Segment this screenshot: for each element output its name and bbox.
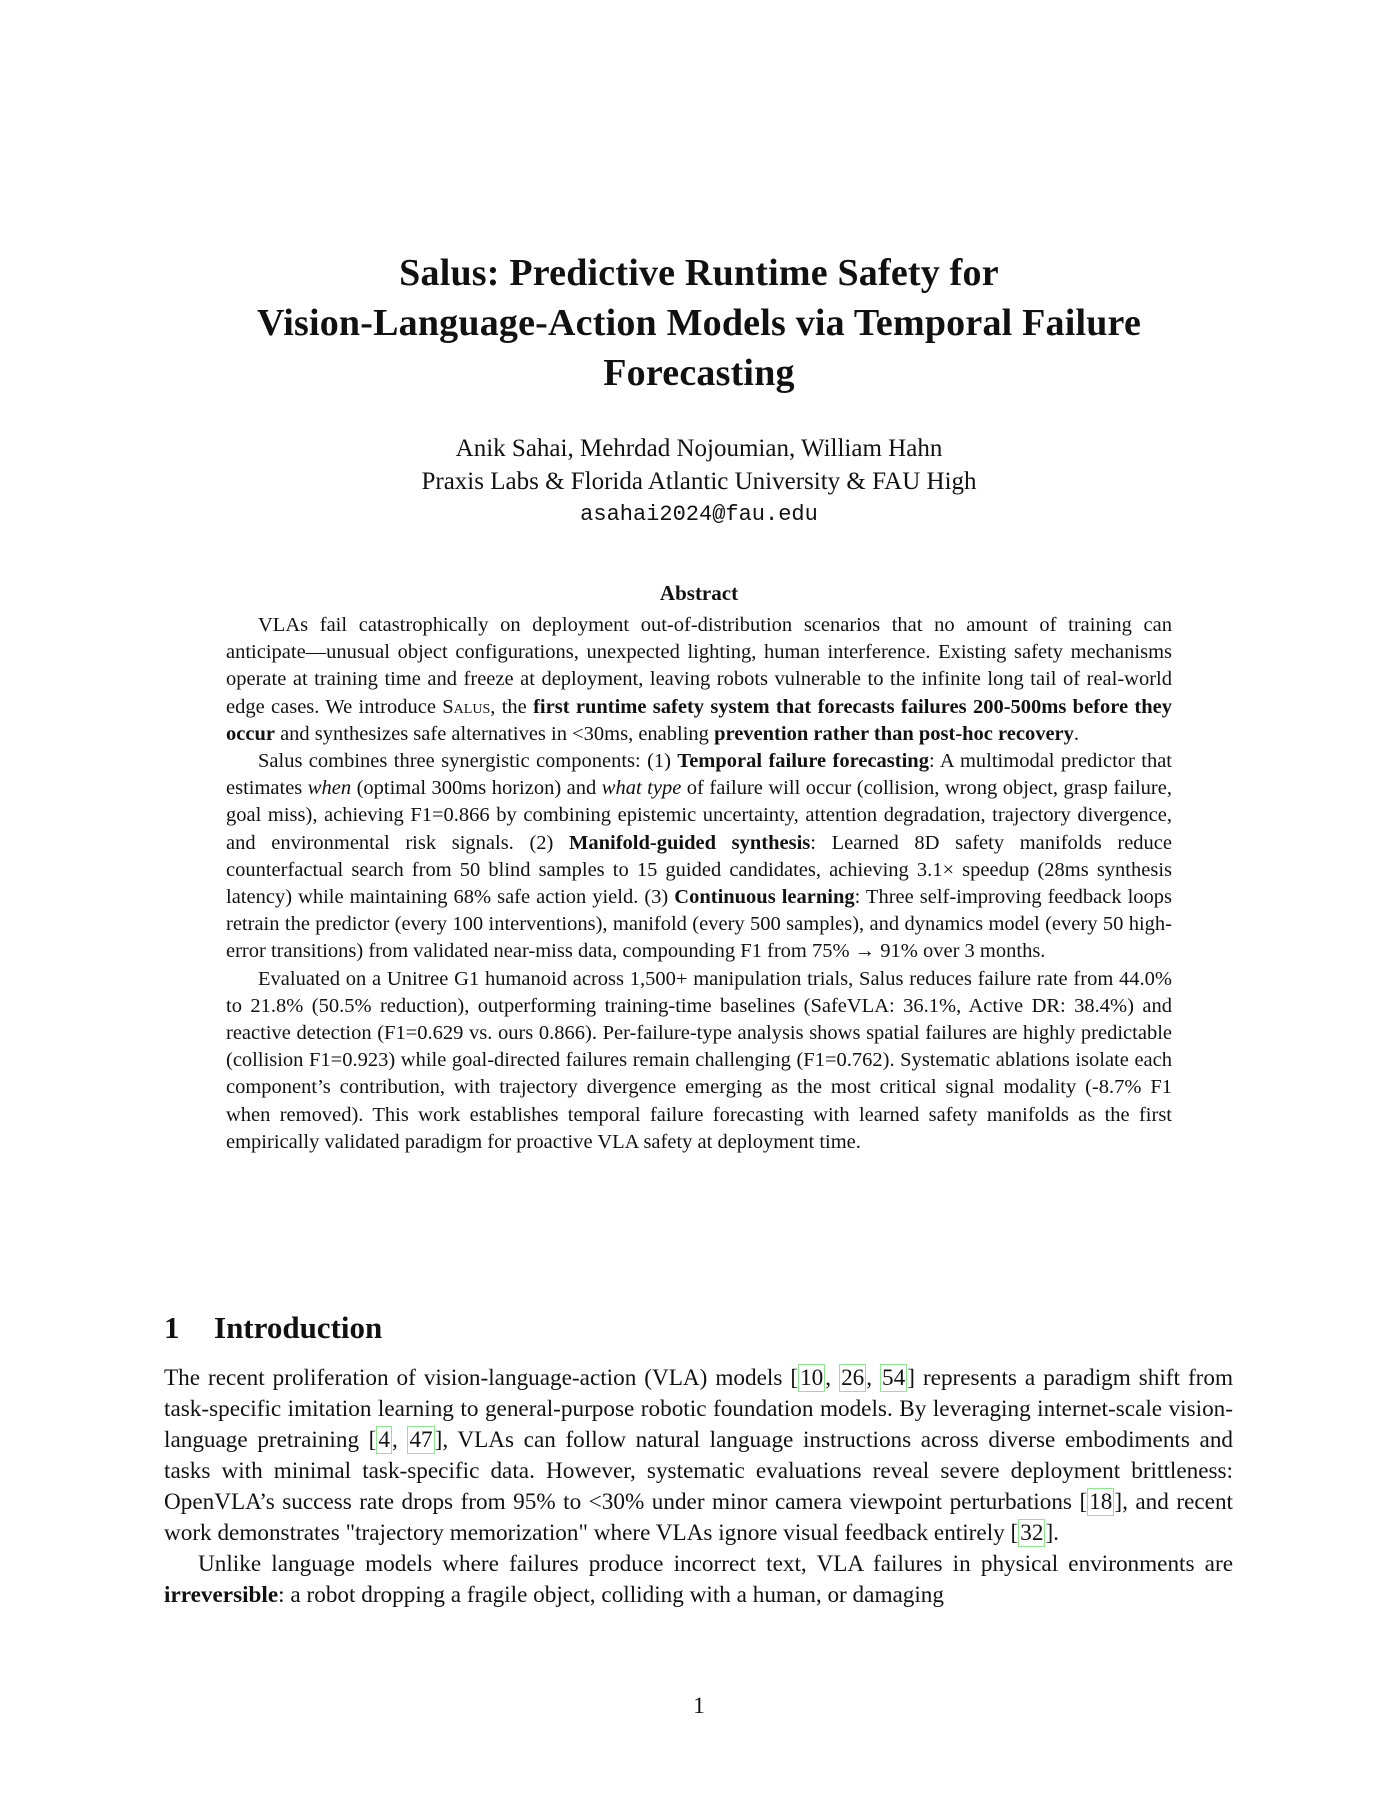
smallcaps-text: Salus [442,695,491,718]
bold-text: irreversible [164,1582,279,1608]
author-affiliation: Praxis Labs & Florida Atlantic University & FAU High [421,468,977,495]
text-run: ], and recent work demonstrates "trajectory memorization" where VLAs ignore visual feedback entirely [ [164,1489,1233,1546]
text-run: Salus combines three synergistic components: (1) [258,750,678,773]
title-line: Salus: Predictive Runtime Safety for [399,252,999,294]
citation-link[interactable]: 4 [378,1427,390,1453]
text-run: The recent proliferation of vision-language-action (VLA) models [ [164,1365,799,1391]
text-run: and synthesizes safe alternatives in <30ms, enabling [274,722,715,745]
text-run: ]. [1045,1520,1059,1546]
text-run: , [866,1365,881,1391]
citation-link[interactable]: 10 [800,1365,824,1391]
text-run: Evaluated on a Unitree G1 humanoid across 1,500+ manipulation trials, Salus reduces failure rate from 44.0% to 21.8% (50.5% reduction), outperforming training-time baselines (SafeVLA: 36.1%, Active DR: 38.4%) and reactive detection (F1=0.629 vs. ours 0.866). Per-failure-type analysis shows spatial failures are highly predictable (collision F1=0.923) while goal-directed failures remain challenging (F1=0.762). Systematic ablations isolate each component’s contribution, with trajectory divergence emerging as the most critical signal modality (-8.7% F1 when removed). This work establishes temporal failure forecasting with learned safety manifolds as the first empirically validated paradigm for proactive VLA safety at deployment time. [226,967,1172,1153]
citation-link[interactable]: 18 [1089,1489,1113,1515]
italic-text: what type [601,777,682,800]
author-email: asahai2024@fau.edu [580,502,818,527]
text-run: VLAs fail catastrophically on deployment out-of-distribution scenarios that no amount of training can anticipate—unusual object configurations, unexpected lighting, human interference. Existing safety mechanisms operate at training time and freeze at deployment, leaving robots vulnerable to the infinite long tail of real-world edge cases. We introduce [226,614,1172,718]
section-title: Introduction [214,1310,383,1345]
text-run: : Learned 8D safety manifolds reduce counterfactual search from 50 blind samples to 15 guided candidates, achieving 3.1× speedup (28ms synthesis latency) while maintaining 68% safe action yield. (3) [226,831,1172,909]
bold-text: first runtime safety system that forecasts failures 200-500ms before they occur [226,695,1172,745]
paragraph [226,966,1172,1156]
text-run: ] represents a paradigm shift from task-specific imitation learning to general-purpose robotic foundation models. By leveraging internet-scale vision-language pretraining [ [164,1365,1234,1453]
text-run: (optimal 300ms horizon) and [351,777,602,800]
text-run: , [825,1365,840,1391]
text-run: . [1073,722,1080,745]
author-block [150,432,1248,531]
section-number: 1 [164,1310,180,1345]
paragraph [164,1363,1233,1549]
abstract-heading: Abstract [659,581,739,605]
bold-text: Manifold-guided synthesis [569,831,811,854]
author-names: Anik Sahai, Mehrdad Nojoumian, William Hahn [455,435,943,462]
paper-title [150,248,1248,398]
text-run: Unlike language models where failures produce incorrect text, VLA failures in physical environments are [198,1551,1233,1577]
text-run: ], VLAs can follow natural language instructions across diverse embodiments and tasks with minimal task-specific data. However, systematic evaluations reveal severe deployment brittleness: OpenVLA’s success rate drops from 95% to <30% under minor camera viewpoint perturbations [ [164,1427,1234,1515]
text-run: : A multimodal predictor that estimates [226,750,1172,800]
citation-link[interactable]: 26 [841,1365,865,1391]
title-line: Forecasting [603,352,795,394]
paragraph [164,1549,1233,1611]
text-run: , the [490,695,534,718]
section-heading [164,1310,382,1346]
citation-link[interactable]: 47 [409,1427,433,1453]
text-run: : Three self-improving feedback loops retrain the predictor (every 100 interventions), manifold (every 500 samples), and dynamics model (every 50 high-error transitions) from validated near-miss data, compounding F1 from 75% → 91% over 3 months. [226,886,1172,963]
citation-link[interactable]: 54 [882,1365,906,1391]
text-run: : a robot dropping a fragile object, colliding with a human, or damaging [278,1582,944,1608]
text-run: of failure will occur (collision, wrong object, grasp failure, goal miss), achieving F1=0.866 by combining epistemic uncertainty, attention degradation, trajectory divergence, and environmental risk signals. (2) [226,777,1172,854]
paragraph [226,612,1172,748]
page-number: 1 [693,1693,705,1718]
bold-text: prevention rather than post-hoc recovery [714,722,1074,745]
italic-text: when [307,777,352,800]
title-line: Vision-Language-Action Models via Temporal Failure [256,302,1142,344]
citation-link[interactable]: 32 [1020,1520,1044,1546]
paragraph [226,748,1172,966]
bold-text: Continuous learning [674,886,855,909]
section-body [164,1363,1233,1611]
bold-text: Temporal failure forecasting [677,750,929,773]
text-run: , [392,1427,408,1453]
abstract-body [226,612,1172,1156]
